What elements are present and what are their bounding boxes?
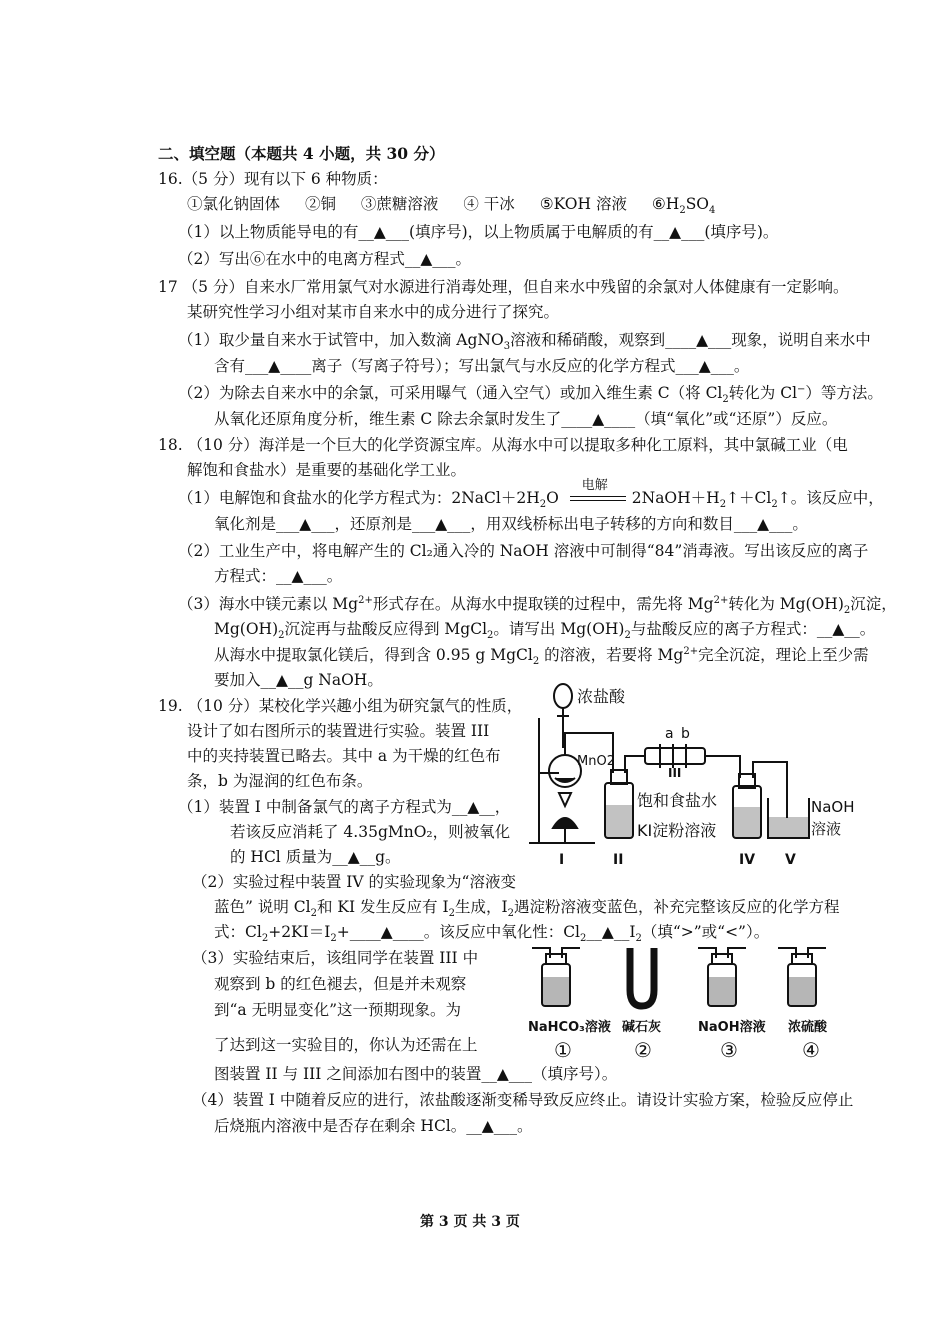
option-3-number: ③ <box>720 1038 738 1062</box>
q19-stem-4: 条，b 为湿润的红色布条。 <box>187 772 373 790</box>
option-2-number: ② <box>634 1038 652 1062</box>
q19-sub3-line1: （3）实验结束后，该组同学在装置 III 中 <box>192 949 479 967</box>
q19-sub4-line2: 后烧瓶内溶液中是否存在剩余 HCl。__▲___。 <box>214 1117 533 1135</box>
answer-blank: ▲ <box>481 1117 494 1135</box>
q17-sub2-line1: （2）为除去自来水中的余氯，可采用曝气（通入空气）或加入维生素 C（将 $Cl_2$转化为 Cl−）等方法。 <box>178 383 883 406</box>
q19-sub4-line1: （4）装置 I 中随着反应的进行，浓盐酸逐渐变稀导致反应终止。请设计实验方案，检验反应停止 <box>192 1091 854 1109</box>
answer-blank: ▲ <box>291 567 304 585</box>
answer-blank: ▲ <box>467 798 480 816</box>
substance-4: ④ 干冰 <box>463 195 515 213</box>
label-brine: 饱和食盐水 <box>637 791 718 810</box>
answer-blank: ▲ <box>268 357 281 375</box>
q17-stem-1: 17 （5 分）自来水厂常用氯气对水源进行消毒处理，但自来水中残留的余氯对人体健康有一定影响。 <box>158 278 849 296</box>
q19-sub3-line2: 观察到 b 的红色褪去，但是并未观察 <box>214 975 467 993</box>
q19-sub3-line5: 图装置 II 与 III 之间添加右图中的装置__▲___（填序号）。 <box>214 1065 618 1083</box>
label-naoh: NaOH <box>811 798 855 816</box>
answer-blank: ▲ <box>592 410 605 428</box>
q19-stem-3: 中的夹持装置已略去。其中 a 为干燥的红色布 <box>187 747 501 765</box>
label-a: a <box>665 726 674 742</box>
q18-stem-1: 18. （10 分）海洋是一个巨大的化学资源宝库。从海水中可以提取多种化工原料，其中氯碱工业（电 <box>158 436 848 454</box>
q17-sub2-line2: 从氧化还原角度分析，维生素 C 除去余氯时发生了____▲____（填“氧化”或“还原”）反应。 <box>214 410 838 428</box>
roman-i: I <box>559 852 565 868</box>
answer-blank: ▲ <box>669 223 682 241</box>
q18-sub3-line4: 要加入__▲__g NaOH。 <box>214 671 383 689</box>
answer-blank: ▲ <box>757 515 770 533</box>
roman-v: V <box>785 852 796 868</box>
q16-sub2: （2）写出⑥在水中的电离方程式__▲___。 <box>178 250 472 268</box>
roman-iii: III <box>668 766 682 780</box>
option-3-label: NaOH溶液 <box>698 1020 766 1035</box>
answer-blank: ▲ <box>698 357 711 375</box>
section-title: 二、填空题（本题共 4 小题，共 30 分） <box>158 144 445 163</box>
q18-sub3-line1: （3）海水中镁元素以 $Mg^{2+}$形式存在。从海水中提取镁的过程中，需先将 $Mg^{2+}$转化为 $Mg(OH)_2$沉淀， <box>178 594 897 617</box>
q18-sub3-line3: 从海水中提取氯化镁后，得到含 0.95 g MgCl$_2$ 的溶液，若要将 $Mg^{2+}$完全沉淀，理论上至少需 <box>214 645 869 668</box>
q17-sub1-line1: （1）取少量自来水于试管中，加入数滴 AgNO$_3$溶液和稀硝酸，观察到____▲___现象，说明自来水中 <box>178 331 871 353</box>
roman-iv: IV <box>739 852 756 868</box>
answer-blank: ▲ <box>496 1065 509 1083</box>
substance-5: ⑤KOH 溶液 <box>539 195 627 213</box>
q19-sub1-line3: 的 HCl 质量为__▲__g。 <box>230 848 401 866</box>
answer-blank: ▲ <box>420 250 433 268</box>
answer-blank: ▲ <box>299 515 312 533</box>
q19-stem-2: 设计了如右图所示的装置进行实验。装置 III <box>187 722 490 740</box>
answer-blank: ▲ <box>832 620 845 638</box>
q18-sub2-line2: 方程式：__▲___。 <box>214 567 343 585</box>
label-ki-starch: KI淀粉溶液 <box>637 821 717 840</box>
q19-sub2-line1: （2）实验过程中装置 IV 的实验现象为“溶液变 <box>192 873 516 891</box>
substance-1: ①氯化钠固体 <box>187 195 281 213</box>
option-4-number: ④ <box>802 1038 820 1062</box>
page-footer: 第 3 页 共 3 页 <box>420 1214 520 1230</box>
answer-blank: ▲ <box>276 671 288 689</box>
label-solution: 溶液 <box>811 820 842 838</box>
answer-blank: ▲ <box>373 223 386 241</box>
q19-sub1-line1: （1）装置 I 中制备氯气的离子方程式为__▲__， <box>178 798 511 816</box>
q16-substances <box>187 194 716 217</box>
q17-sub1-line2: 含有___▲____离子（写离子符号）；写出氯气与水反应的化学方程式___▲___。 <box>214 357 750 375</box>
q18-sub2-line1: （2）工业生产中，将电解产生的 Cl₂通入冷的 NaOH 溶液中可制得“84”消毒液。写出该反应的离子 <box>178 542 869 560</box>
option-4-label: 浓硫酸 <box>788 1020 828 1035</box>
option-devices-diagram <box>520 940 850 1065</box>
answer-blank: ▲ <box>601 923 614 941</box>
answer-blank: ▲ <box>435 515 448 533</box>
q19-sub1-line2: 若该反应消耗了 4.35gMnO₂，则被氧化 <box>230 823 511 841</box>
option-1-number: ① <box>554 1038 572 1062</box>
substance-6: $⑥H_2SO_4$ <box>651 195 716 217</box>
q17-stem-2: 某研究性学习小组对某市自来水中的成分进行了探究。 <box>187 303 560 321</box>
label-b: b <box>681 726 690 742</box>
label-mno2: MnO2 <box>577 754 615 769</box>
q18-sub3-line2: $Mg(OH)_2$沉淀再与盐酸反应得到 MgCl$_2$。请写出 $Mg(OH)_2$与盐酸反应的离子方程式：__▲__。 <box>214 620 876 642</box>
label-conc-hcl: 浓盐酸 <box>577 687 626 706</box>
q16-stem: 16.（5 分）现有以下 6 种物质： <box>158 170 388 188</box>
q19-sub2-line3: 式：$Cl_2+2KI=I_2+\_\_\_\_▲\_\_\_\_$。该反应中氧化性：$Cl_2\_\_▲\_\_I_2$（填“>”或“<”）。 <box>214 923 770 945</box>
substance-2: ②铜 <box>304 195 336 213</box>
q16-sub1: （1）以上物质能导电的有__▲___(填序号)，以上物质属于电解质的有__▲___(填序号)。 <box>178 223 779 241</box>
q18-stem-2: 解饱和食盐水）是重要的基础化学工业。 <box>187 461 467 479</box>
substance-3: ③蔗糖溶液 <box>360 195 439 213</box>
roman-ii: II <box>613 852 624 868</box>
answer-blank: ▲ <box>696 331 708 349</box>
q19-sub2-line2: 蓝色” 说明 $Cl_2$和 KI 发生反应有 $I_2$生成，$I_2$遇淀粉溶液变蓝色，补充完整该反应的化学方程 <box>214 898 840 920</box>
q19-stem-1: 19. （10 分）某校化学兴趣小组为研究氯气的性质， <box>158 697 523 715</box>
reaction-arrow: 电解 <box>570 492 626 506</box>
q19-sub3-line3: 到“a 无明显变化”这一预期现象。为 <box>214 1001 462 1019</box>
q19-sub3-line4: 了达到这一实验目的，你认为还需在上 <box>214 1036 478 1054</box>
answer-blank: ▲ <box>347 848 360 866</box>
q18-sub1-line2: 氧化剂是___▲___，还原剂是___▲___，用双线桥标出电子转移的方向和数目___▲___。 <box>214 515 808 533</box>
option-2-label: 碱石灰 <box>622 1020 662 1035</box>
answer-blank: ▲ <box>380 923 393 941</box>
q18-sub1-line1: （1）电解饱和食盐水的化学方程式为：$2NaCl+2H_2O$ 电解 $2NaOH+H_2↑+Cl_2↑$。该反应中， <box>178 478 884 511</box>
option-1-label: NaHCO₃溶液 <box>528 1020 611 1035</box>
chlorine-apparatus-diagram <box>525 678 855 878</box>
